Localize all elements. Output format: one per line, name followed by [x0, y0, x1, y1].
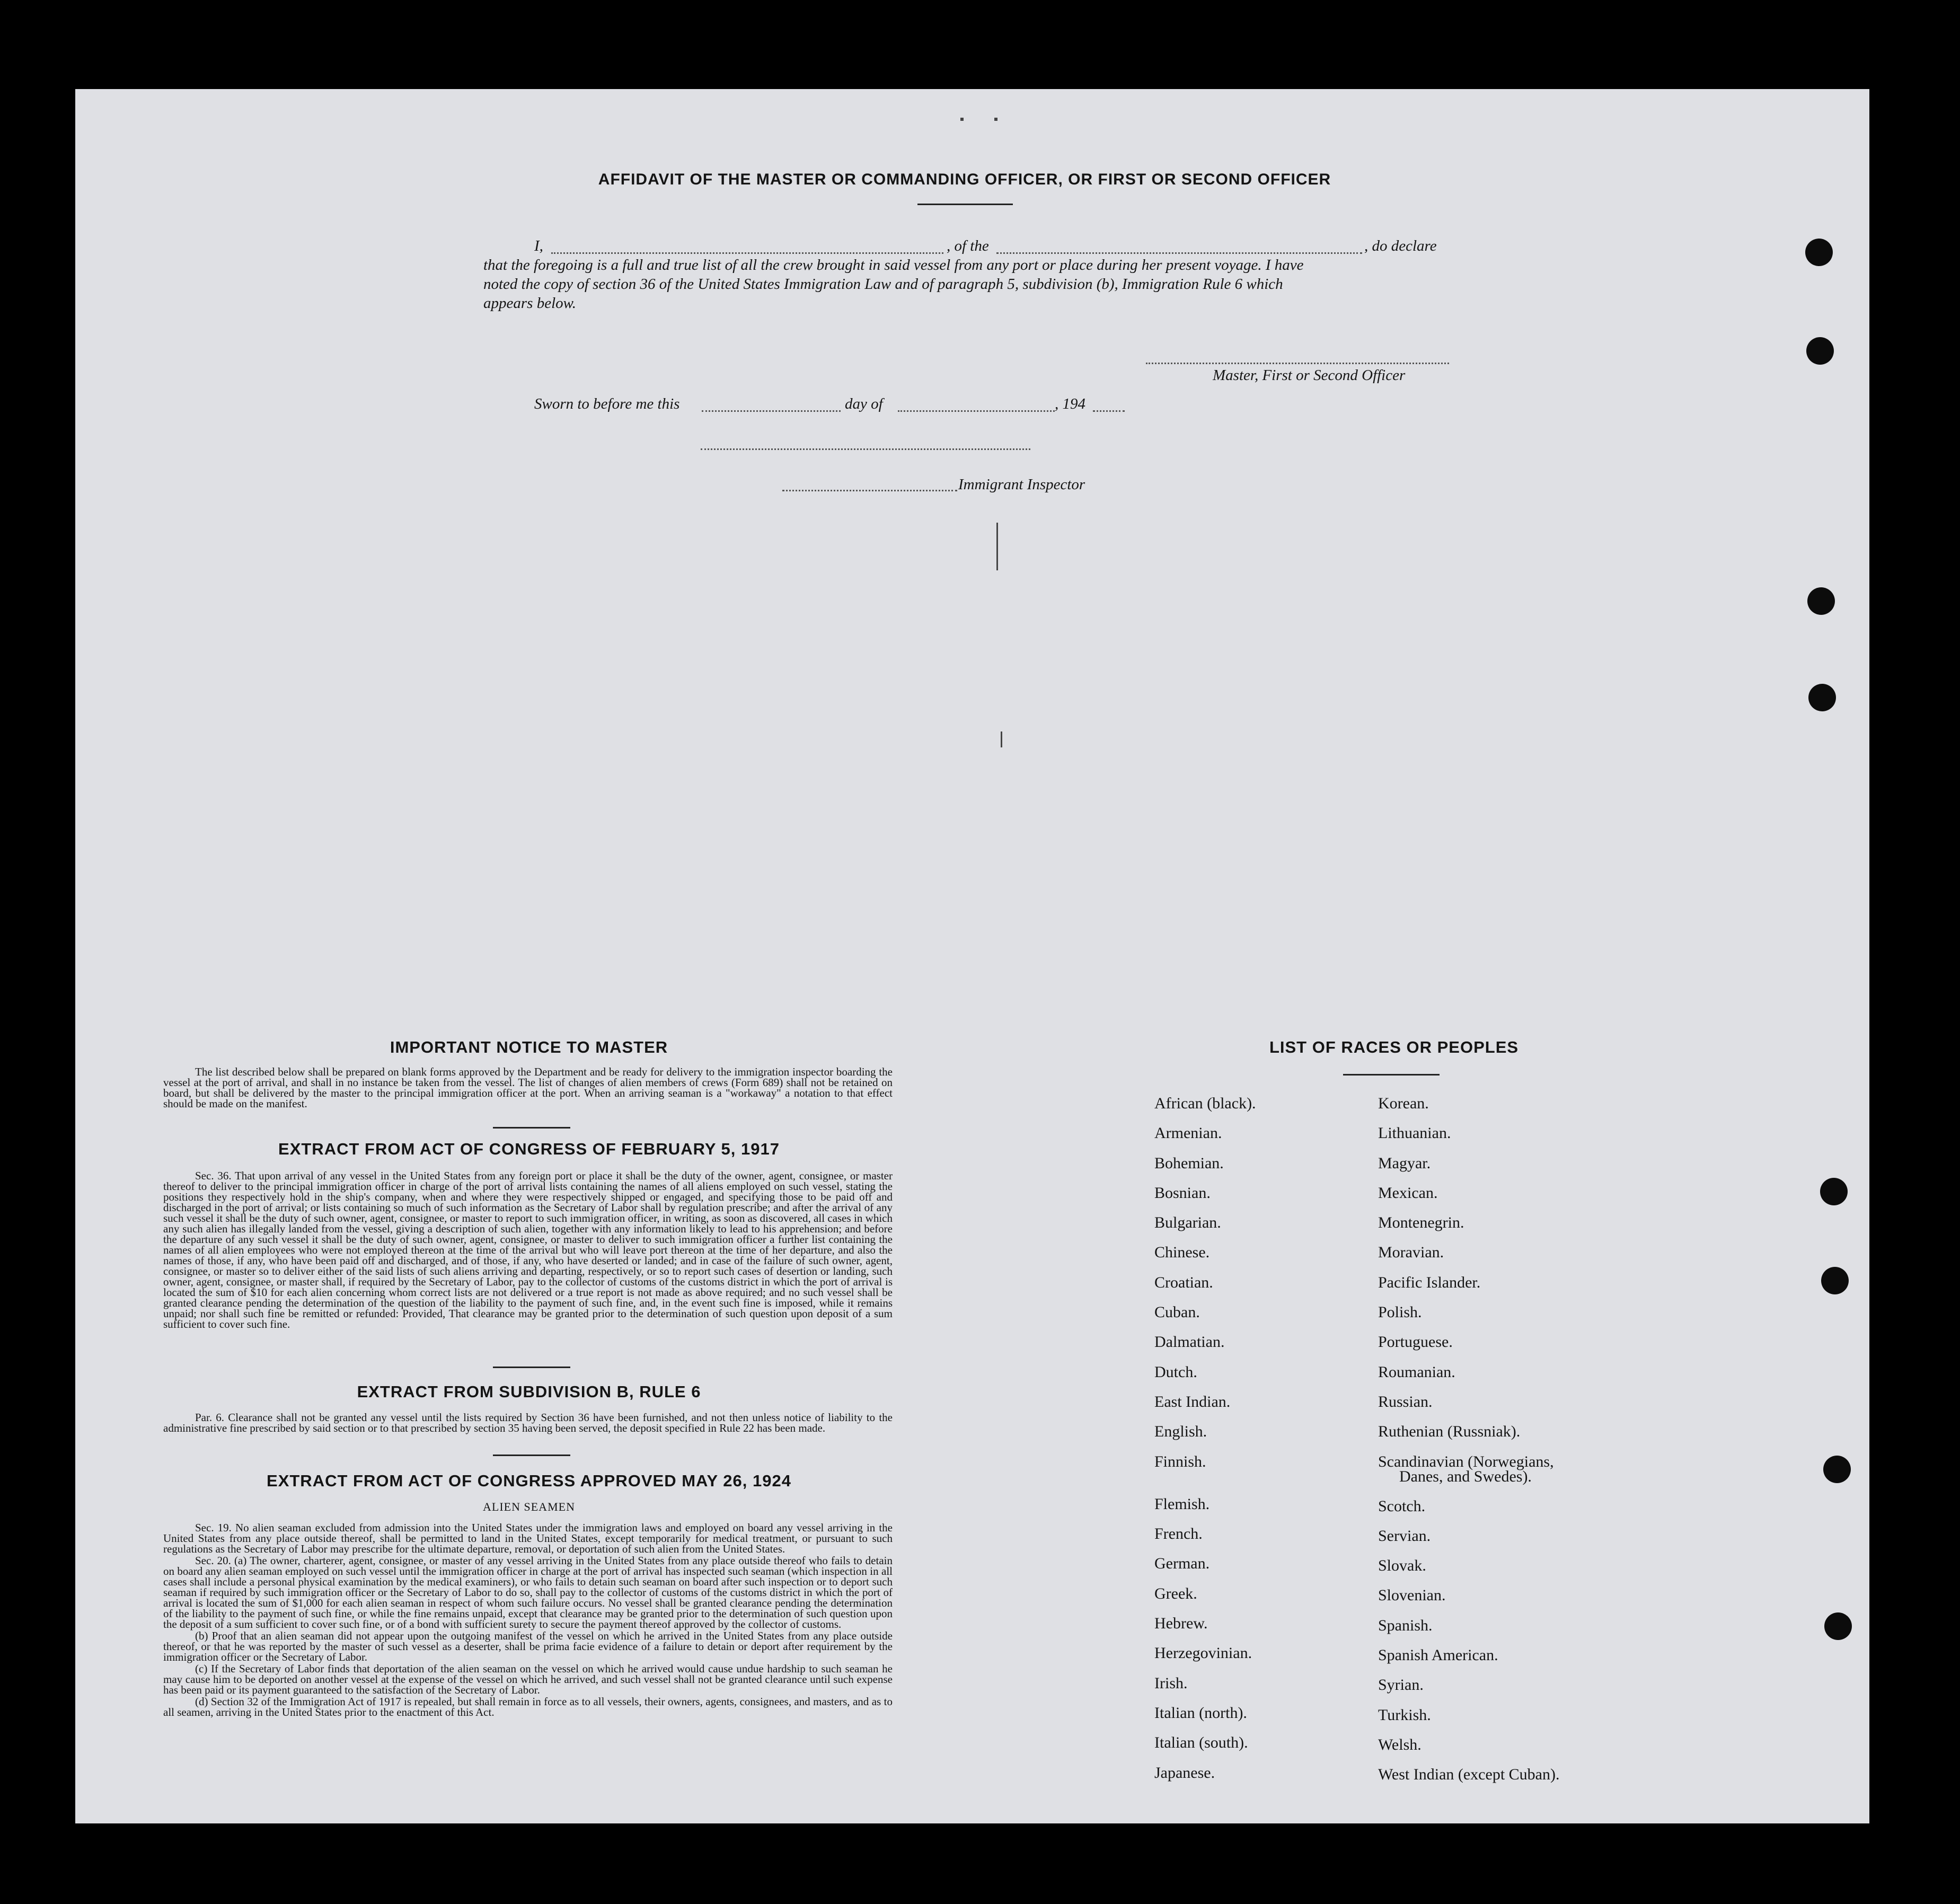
race-item: Dutch. [1154, 1363, 1197, 1381]
race-item: Scotch. [1378, 1497, 1426, 1515]
extract-rule6-title: EXTRACT FROM SUBDIVISION B, RULE 6 [357, 1382, 701, 1401]
race-item: Ruthenian (Russniak). [1378, 1423, 1521, 1441]
race-item: Dalmatian. [1154, 1333, 1225, 1351]
sworn-month-blank[interactable] [898, 410, 1055, 412]
race-item: Italian (north). [1154, 1704, 1247, 1722]
alien-seamen-subtitle: ALIEN SEAMEN [483, 1500, 575, 1513]
extract-1917-text [163, 1170, 893, 1330]
notice-title: IMPORTANT NOTICE TO MASTER [390, 1038, 668, 1056]
punch-hole [1808, 684, 1836, 711]
race-item: Scandinavian (Norwegians, [1378, 1452, 1554, 1470]
race-item: Croatian. [1154, 1273, 1213, 1291]
race-item: Lithuanian. [1378, 1124, 1451, 1142]
race-item: Chinese. [1154, 1244, 1210, 1262]
punch-hole [1820, 1178, 1848, 1205]
race-item: Bosnian. [1154, 1184, 1211, 1202]
race-item: West Indian (except Cuban). [1378, 1766, 1560, 1784]
section-divider [493, 1127, 570, 1129]
race-item: Japanese. [1154, 1764, 1215, 1782]
affidavit-line3: noted the copy of section 36 of the United States Immigration Law and of paragraph 5, subdivision (b), Immigration Rule 6 which [483, 276, 1283, 293]
extract-1924-title: EXTRACT FROM ACT OF CONGRESS APPROVED MAY 26, 1924 [267, 1471, 791, 1490]
race-item: Moravian. [1378, 1244, 1444, 1262]
race-item: German. [1154, 1555, 1210, 1573]
extract-rule6-text [163, 1412, 893, 1434]
race-item: Spanish American. [1378, 1646, 1498, 1664]
sec-20b-paragraph: (b) Proof that an alien seaman did not appear upon the outgoing manifest of the vessel on which he arrived in the United States from any place outside thereof, or that he was reported by the master of such vessel as a deserter, shall be prima facie evidence of a failure to detain or deport after requirement by the immigration officer or the Secretary of Labor. [163, 1629, 893, 1663]
race-item: Welsh. [1378, 1735, 1422, 1753]
inspector-signature-line[interactable] [701, 448, 1030, 450]
sec-20a-paragraph: Sec. 20. (a) The owner, charterer, agent, consignee, or master of any vessel arriving in the United States from any place outside thereof who fails to detain on board any alien seaman employed on such vessel until the immigration officer in charge at the port of arrival has inspected such seaman (which inspection in all cases shall include a personal physical examination by the medical examiners), or who fails to detain such seaman on board after such inspection or to deport such seaman if required by such immigration officer or the Secretary of Labor to do so, shall pay to the collector of customs of the customs district in which the port of arrival is located the sum of $1,000 for each alien seaman in respect of whom such failure occurs. No vessel shall be granted clearance pending the determination of the liability to the payment of such fine, or while the fine remains unpaid, except that clearance may be granted prior to the determination of such question upon the deposit of a sum sufficient to cover such fine, or of a bond with sufficient surety to secure the payment thereof approved by the collector of customs. [163, 1554, 893, 1630]
notice-text [163, 1066, 893, 1110]
punch-hole [1806, 337, 1834, 365]
par-6-paragraph: Par. 6. Clearance shall not be granted any vessel until the lists required by Section 36 have been furnished, and not then unless notice of liability to the administrative fine prescribed by said section or to that prescribed by section 35 having been served, the deposit specified in Rule 22 has been made. [163, 1411, 893, 1434]
race-item: Herzegovinian. [1154, 1644, 1252, 1662]
extract-1924-text [163, 1522, 893, 1718]
race-item: Syrian. [1378, 1676, 1424, 1694]
race-item: Slovenian. [1378, 1586, 1446, 1605]
races-title-underline [1343, 1074, 1440, 1076]
race-item: Magyar. [1378, 1154, 1431, 1172]
extract-1917-title: EXTRACT FROM ACT OF CONGRESS OF FEBRUARY 5, 1917 [278, 1140, 780, 1158]
race-item: Turkish. [1378, 1706, 1431, 1724]
section-divider [493, 1367, 570, 1368]
sec-20d-paragraph: (d) Section 32 of the Immigration Act of 1917 is repealed, but shall remain in force as to all vessels, their owners, agents, consignees, and masters, and as to all seamen, arriving in the United States prior to the enactment of this Act. [163, 1695, 893, 1718]
races-title: LIST OF RACES OR PEOPLES [1269, 1038, 1519, 1056]
title-underline [917, 204, 1013, 205]
race-item: Hebrew. [1154, 1615, 1208, 1633]
race-item: East Indian. [1154, 1392, 1231, 1411]
race-item: Bohemian. [1154, 1154, 1224, 1172]
race-item: Mexican. [1378, 1184, 1438, 1202]
master-signature-line[interactable] [1146, 363, 1449, 364]
race-item: Irish. [1154, 1674, 1188, 1692]
punch-hole [1824, 1612, 1852, 1640]
races-left-column [1154, 1089, 1256, 1788]
year-blank[interactable] [1093, 410, 1125, 412]
section-divider [493, 1455, 570, 1456]
affidavit-line4: appears below. [483, 295, 577, 312]
race-item: English. [1154, 1423, 1207, 1441]
scan-speck [996, 523, 998, 570]
race-item: Pacific Islander. [1378, 1273, 1481, 1291]
punch-hole [1807, 587, 1835, 615]
race-item: Flemish. [1154, 1495, 1210, 1513]
race-item: Greek. [1154, 1584, 1197, 1602]
race-item: Cuban. [1154, 1303, 1200, 1321]
race-item: Danes, and Swedes). [1399, 1467, 1532, 1485]
race-item: Korean. [1378, 1095, 1429, 1112]
punch-hole [1805, 239, 1833, 266]
punch-hole [1821, 1267, 1849, 1294]
scan-speck [994, 118, 997, 121]
sec-20c-paragraph: (c) If the Secretary of Labor finds that deportation of the alien seaman on the vessel on which he arrived would cause undue hardship to such seaman he may cause him to be deported on another vessel at the expense of the vessel on which he arrived, and such vessel shall not be granted clearance until such expense has been paid or its payment guaranteed to the satisfaction of the Secretary of Labor. [163, 1662, 893, 1696]
affidavit-line2: that the foregoing is a full and true list of all the crew brought in said vessel from any port or place during her present voyage. I have [483, 257, 1304, 274]
race-item: Montenegrin. [1378, 1214, 1464, 1232]
notice-paragraph: The list described below shall be prepared on blank forms approved by the Department and be ready for delivery to the immigration inspector boarding the vessel at the port of arrival, and shall in no instance be taken from the vessel. The list of changes of alien members of crews (Form 689) shall not be retained on board, but shall be delivered by the master to the principal immigration officer at the port. When an arriving seaman is a "workaway" a notation to that effect should be made on the manifest. [163, 1065, 893, 1110]
race-item: African (black). [1154, 1095, 1256, 1112]
affidavit-of-the: , of the [947, 237, 989, 254]
race-item: Armenian. [1154, 1124, 1222, 1142]
races-right-column [1378, 1089, 1559, 1790]
inspector-name-line[interactable] [782, 490, 957, 491]
year-text: , 194 [1055, 395, 1085, 412]
race-item: Italian (south). [1154, 1734, 1248, 1752]
sec-36-paragraph: Sec. 36. That upon arrival of any vessel in the United States from any foreign port or place it shall be the duty of the owner, agent, consignee, or master thereof to deliver to the principal immigration officer in charge of the port of arrival lists containing the names of all aliens employed on such vessel, stating the positions they respectively hold in the ship's company, when and where they were respectively shipped or engaged, and specifying those to be paid off and discharged in the port of arrival; or lists containing so much of such information as the Secretary of Labor shall by regulation prescribe; and after the arrival of any such vessel it shall be the duty of such owner, agent, consignee, or master to report to such immigration officer, in writing, as soon as discovered, all cases in which any such alien has illegally landed from the vessel, giving a description of such alien, together with any information likely to lead to his apprehension; and before the departure of any such vessel it shall be the duty of such owner, agent, consignee, or master to deliver to such immigration officer a further list containing the names of all alien employees who were not employed thereon at the time of the arrival but who will leave port thereon at the time of her departure, and also the names of those, if any, who have been paid off and discharged, and of those, if any, who have deserted or landed; and in case of the failure of such owner, agent, consignee, or master so to deliver either of the said lists of such aliens arriving and departing, respectively, or so to report such cases of desertion or landing, such owner, agent, consignee, or master shall, if required by the Secretary of Labor, pay to the collector of customs of the customs district in which the port of arrival is located the sum of $10 for each alien concerning whom correct lists are not delivered or a true report is not made as above required; and no such vessel shall be granted clearance pending the determination of the question of the liability to the payment of such fine, and, in the event such fine is imposed, while it remains unpaid; nor shall such fine be remitted or refunded: Provided, That clearance may be granted prior to the determination of such question upon deposit of a sum sufficient to cover such fine. [163, 1169, 893, 1330]
name-blank[interactable] [551, 252, 943, 254]
race-item: Slovak. [1378, 1557, 1426, 1575]
race-item: Portuguese. [1378, 1333, 1453, 1351]
race-item: Russian. [1378, 1392, 1433, 1411]
punch-hole [1823, 1456, 1851, 1483]
scan-speck [960, 118, 964, 121]
vessel-blank[interactable] [996, 252, 1362, 254]
sec-19-paragraph: Sec. 19. No alien seaman excluded from admission into the United States under the immigration laws and employed on board any vessel arriving in the United States from any place outside thereof, shall be permitted to land in the United States, except temporarily for medical treatment, or pursuant to such regulations as the Secretary of Labor may prescribe for the ultimate departure, removal, or deportation of such alien from the United States. [163, 1521, 893, 1555]
race-item: Servian. [1378, 1527, 1431, 1545]
affidavit-i: I, [534, 237, 543, 254]
race-item: Polish. [1378, 1303, 1422, 1321]
affidavit-do-declare: , do declare [1364, 237, 1437, 254]
race-item: French. [1154, 1525, 1203, 1543]
sworn-text: Sworn to before me this [534, 395, 680, 412]
affidavit-title: AFFIDAVIT OF THE MASTER OR COMMANDING OFFICER, OR FIRST OR SECOND OFFICER [598, 171, 1331, 188]
race-item: Finnish. [1154, 1452, 1206, 1470]
master-signature-caption: Master, First or Second Officer [1213, 367, 1406, 384]
scan-speck [1001, 731, 1002, 747]
race-item: Spanish. [1378, 1616, 1433, 1634]
sworn-day-blank[interactable] [702, 410, 841, 412]
day-of-text: day of [845, 395, 883, 412]
race-item: Bulgarian. [1154, 1214, 1221, 1232]
inspector-caption: Immigrant Inspector [958, 476, 1085, 493]
race-item: Roumanian. [1378, 1363, 1455, 1381]
